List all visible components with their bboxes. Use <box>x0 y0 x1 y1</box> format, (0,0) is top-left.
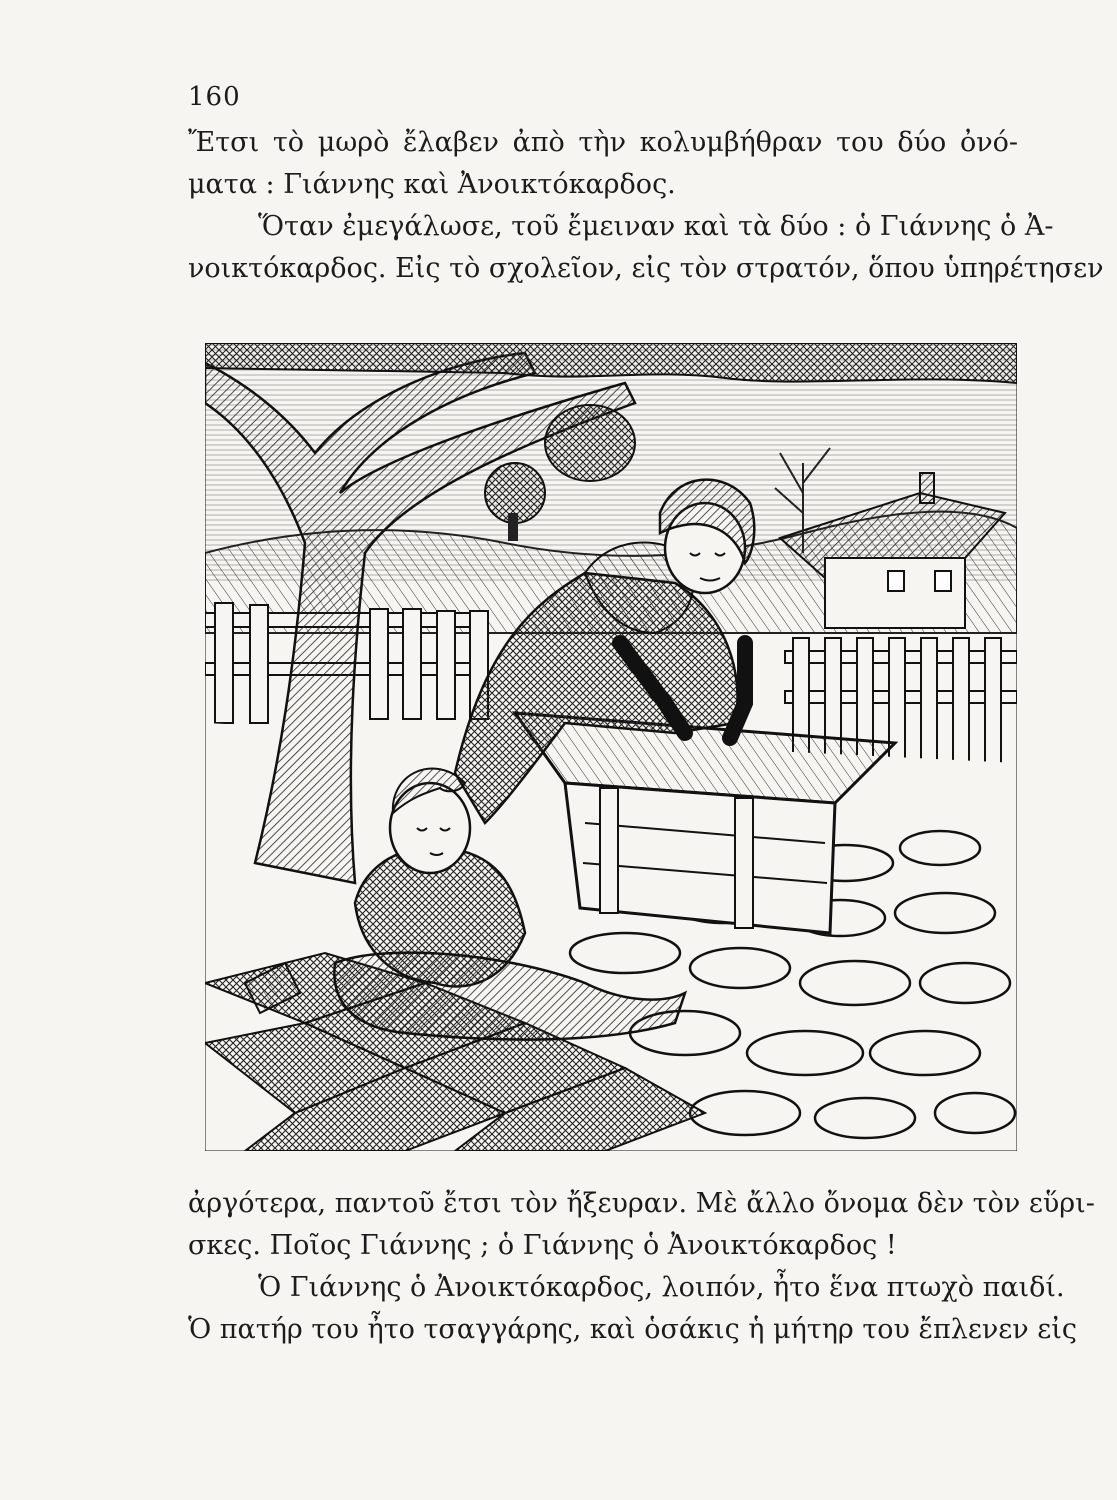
text-line: Ὅταν ἐμεγάλωσε, τοῦ ἔμειναν καὶ τὰ δύο : ὁ Γιάννης ὁ Ἀ- <box>258 211 1054 242</box>
text-line: Ὁ πατήρ του ἦτο τσαγγάρης, καὶ ὁσάκις ἡ μήτηρ του ἔπλενεν εἰς <box>188 1314 1077 1345</box>
paragraph-top <box>188 122 1104 290</box>
engraving-illustration <box>205 343 1017 1151</box>
text-line: Ὁ Γιάννης ὁ Ἀνοικτόκαρδος, λοιπόν, ἦτο ἕνα πτωχὸ παιδί. <box>258 1272 1065 1303</box>
text-line: ἀργότερα, παντοῦ ἔτσι τὸν ἤξευραν. Μὲ ἄλλο ὄνομα δὲν τὸν εὕρι- <box>188 1188 1095 1219</box>
text-line: ματα : Γιάννης καὶ Ἀνοικτόκαρδος. <box>188 169 676 200</box>
paragraph-bottom <box>188 1183 1095 1351</box>
text-line: Ἔτσι τὸ μωρὸ ἔλαβεν ἀπὸ τὴν κολυμβήθραν του δύο ὀνό- <box>188 127 1018 158</box>
text-line: νοικτόκαρδος. Εἰς τὸ σχολεῖον, εἰς τὸν στρατόν, ὅπου ὑπηρέτησεν <box>188 253 1104 284</box>
page-number: 160 <box>188 82 241 112</box>
text-line: σκες. Ποῖος Γιάννης ; ὁ Γιάννης ὁ Ἀνοικτόκαρδος ! <box>188 1230 897 1261</box>
